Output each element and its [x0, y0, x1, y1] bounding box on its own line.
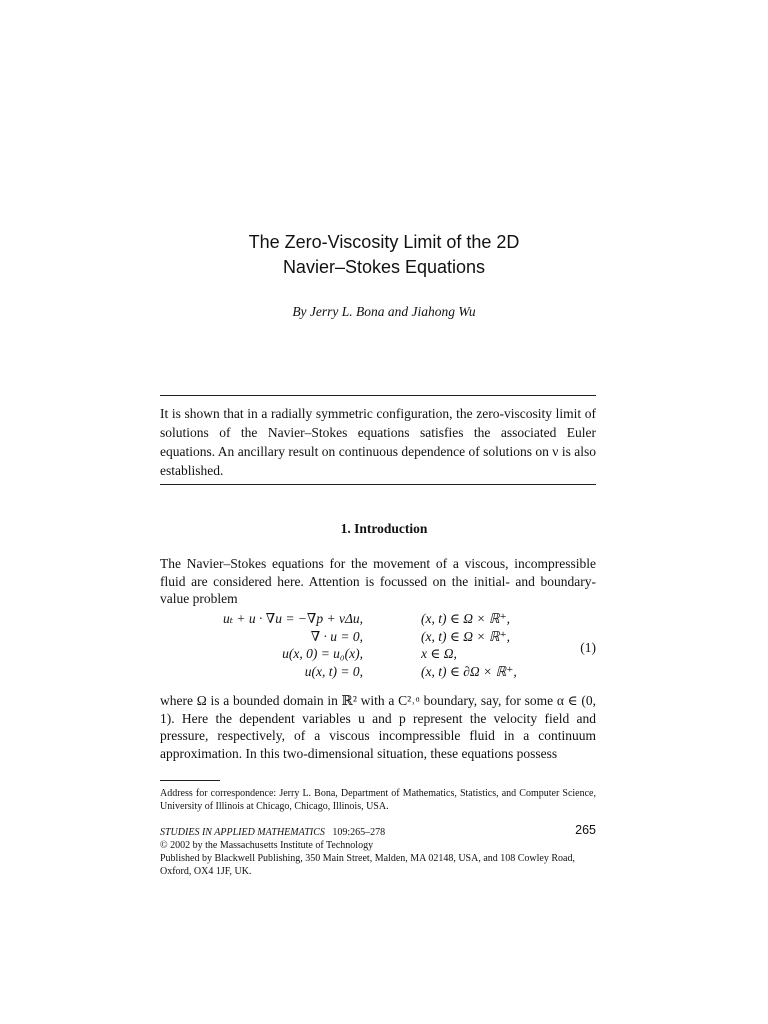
intro-paragraph: The Navier–Stokes equations for the movement of a viscous, incompressible fluid are considered here. Attention is focussed on the initial- and boundary-value problem — [160, 556, 596, 606]
abstract-text: It is shown that in a radially symmetric configuration, the zero-viscosity limit of solutions of the Navier–Stokes equations satisfies the associated Euler equations. An ancillary result on continuous dependence of solutions on ν is also established. — [160, 406, 596, 478]
section-heading: 1. Introduction — [340, 521, 428, 536]
equation-row — [160, 664, 596, 682]
equation-lhs: ∇ · u = 0, — [310, 628, 363, 644]
paper-title — [0, 230, 768, 280]
author-line: By Jerry L. Bona and Jiahong Wu — [292, 304, 476, 319]
journal-citation-line — [160, 823, 596, 839]
publisher-line-2: Oxford, OX4 1JF, UK. — [160, 866, 252, 877]
equation-row — [160, 629, 596, 647]
journal-name: STUDIES IN APPLIED MATHEMATICS — [160, 827, 325, 838]
equation-row — [160, 611, 596, 629]
equation-condition: (x, t) ∈ Ω × ℝ⁺, — [421, 628, 511, 644]
publisher-line-1: Published by Blackwell Publishing, 350 Main Street, Malden, MA 02148, USA, and 108 Cowley Road, — [160, 853, 575, 864]
footnote-rule — [160, 780, 220, 781]
title-line-2: Navier–Stokes Equations — [282, 257, 486, 277]
equation-lhs: u(x, t) = 0, — [304, 663, 363, 679]
equation-lhs: u(x, 0) = u₀(x), — [282, 646, 363, 661]
abstract-top-rule — [160, 395, 596, 396]
page-number: 265 — [575, 823, 596, 837]
continuation-paragraph: where Ω is a bounded domain in ℝ² with a C²˒ᵅ boundary, say, for some α ∈ (0, 1). Here the dependent variables u and p represent the velocity field and pressure, respectively, of a viscous incompressible fluid in a continuum approximation. In this two-dimensional situation, these equations possess — [160, 693, 596, 761]
equation-system — [160, 611, 596, 681]
journal-volume-pages: 109:265–278 — [332, 827, 386, 838]
equation-condition: (x, t) ∈ Ω × ℝ⁺, — [421, 611, 511, 626]
equation-condition: (x, t) ∈ ∂Ω × ℝ⁺, — [421, 663, 517, 679]
copyright-line: © 2002 by the Massachusetts Institute of Technology — [160, 840, 374, 851]
footnote-text: Address for correspondence: Jerry L. Bona, Department of Mathematics, Statistics, and Computer Science, University of Illinois at Chicago, Chicago, Illinois, USA. — [160, 788, 596, 812]
journal-info — [160, 823, 596, 878]
title-line-1: The Zero-Viscosity Limit of the 2D — [248, 232, 520, 252]
equation-row — [160, 646, 596, 664]
equation-number: (1) — [580, 640, 596, 655]
abstract-bottom-rule — [160, 484, 596, 485]
equation-lhs: uₜ + u · ∇u = −∇p + νΔu, — [222, 611, 363, 626]
equation-condition: x ∈ Ω, — [421, 646, 457, 661]
